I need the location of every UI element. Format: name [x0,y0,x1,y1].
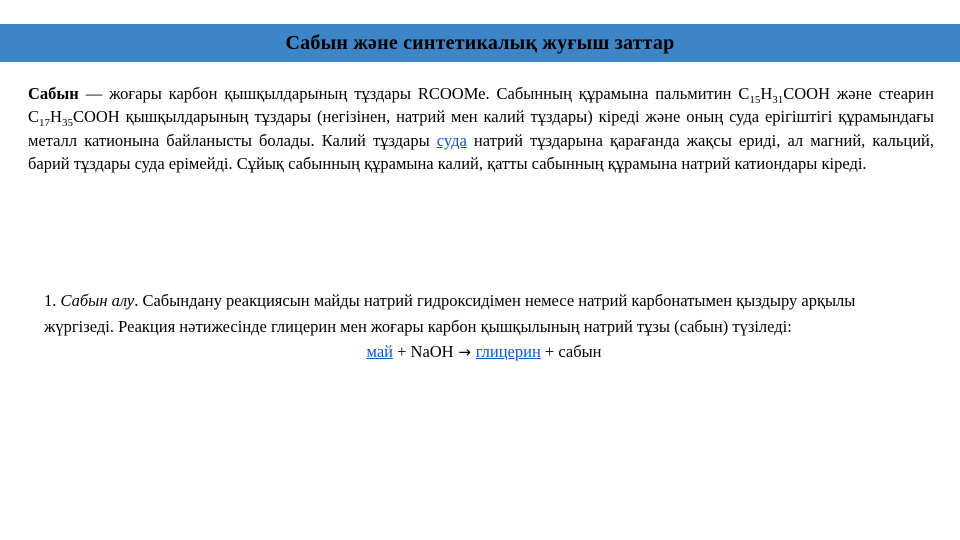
section-number: 1. [44,291,61,310]
intro-part-3: СООН және стеарин С [28,84,934,127]
intro-part-6: натрий тұздарына қарағанда жақсы ериді, ал магний, кальций, барий тұздары суда ерімейді. Сұйық сабынның құрамына калий, қатты сабынның құрамына натрий катиондары кіреді. [28,130,934,174]
subscript-35: 35 [61,117,73,130]
link-suda[interactable]: суда [436,130,467,150]
intro-part-4: Н [50,107,62,127]
intro-part-1: — жоғары карбон қышқылдарының тұздары RCOOМе. Сабынның құрамына пальмитин С [78,84,750,103]
lead-term: Сабын [28,84,79,103]
equation-plus-1: + [392,342,411,362]
section-soap-production [44,288,924,365]
equation-sabyn: сабын [558,342,602,362]
link-glycerin[interactable]: глицерин [475,342,541,362]
subscript-15: 15 [749,94,761,106]
intro-paragraph-text [28,82,934,176]
section-text [44,288,924,339]
equation-naoh: NaOH [410,342,454,362]
link-may[interactable]: май [366,342,393,362]
section-heading: Сабын алу [60,291,135,310]
intro-part-2: Н [760,84,773,103]
equation-plus-2: + [540,342,559,362]
reaction-equation [44,339,924,365]
equation-arrow-icon: → [453,343,476,362]
intro-paragraph [28,82,934,176]
section-body: . Сабындану реакциясын майды натрий гидроксидімен немесе натрий карбонатымен қыздыру арқылы жүргізеді. Реакция нәтижесінде глицерин мен жоғары карбон қышқылының натрий тұзы (сабын) түзіледі: [44,291,856,336]
subscript-17: 17 [39,117,51,130]
intro-part-5: СООН қышқылдарының тұздары (негізінен, натрий мен калий тұздары) кіреді және оның суда ерігіштігі құрамындағы металл катионына байланысты болады. Калий тұздары [28,107,934,150]
subscript-31: 31 [772,94,784,106]
page-title: Сабын және синтетикалық жуғыш заттар [285,32,675,54]
